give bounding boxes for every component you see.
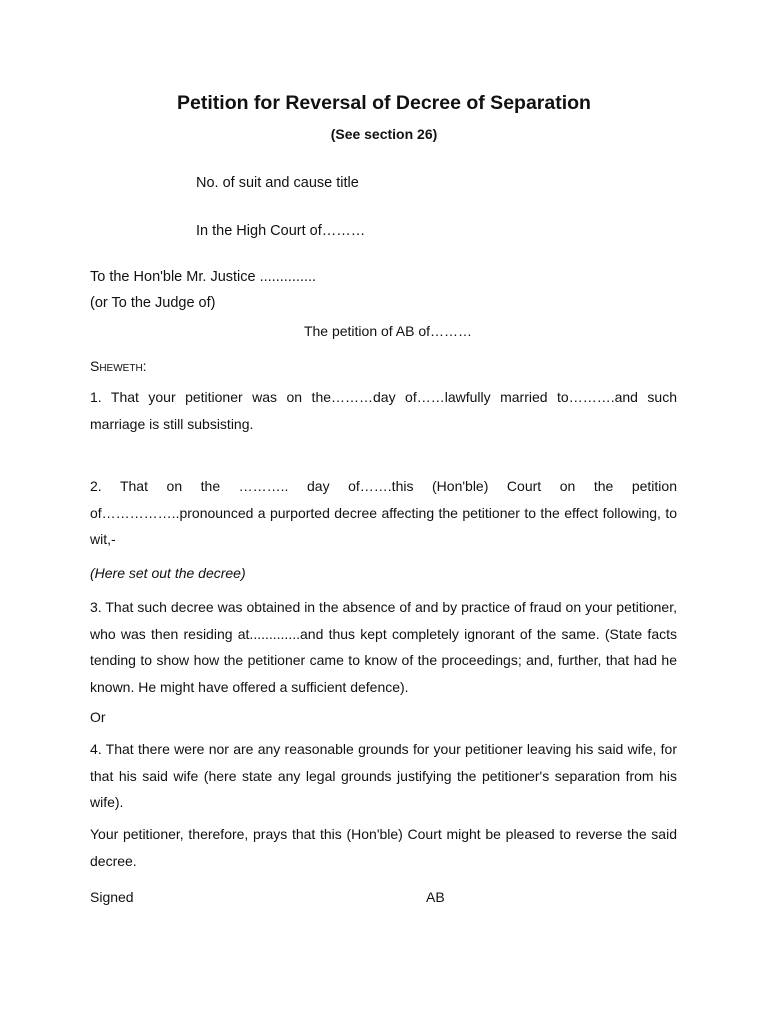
paragraph-1: 1. That your petitioner was on the………day of……lawfully married to……….and such marriage is still subsisting. <box>90 389 677 432</box>
prayer-paragraph: Your petitioner, therefore, prays that this (Hon'ble) Court might be pleased to reverse the said decree. <box>90 826 677 869</box>
document-subtitle: (See section 26) <box>330 126 438 142</box>
decree-note: (Here set out the decree) <box>90 565 246 581</box>
suit-cause-title-line: No. of suit and cause title <box>196 175 359 191</box>
petitioner-line: The petition of AB of……… <box>303 323 473 339</box>
or-separator: Or <box>90 709 106 725</box>
document-title: Petition for Reversal of Decree of Separation <box>177 92 591 114</box>
signatory-name: AB <box>426 889 445 905</box>
addressee-line: To the Hon'ble Mr. Justice .............. <box>90 269 316 285</box>
paragraph-4: 4. That there were nor are any reasonable grounds for your petitioner leaving his said wife, for that his said wife (here state any legal grounds justifying the petitioner's separation from his wife). <box>90 741 677 810</box>
paragraph-2: 2. That on the ……….. day of…….this (Hon'ble) Court on the petition of……………..pronounced a purported decree affecting the petitioner to the effect following, to wit,- <box>90 478 677 547</box>
paragraph-3: 3. That such decree was obtained in the absence of and by practice of fraud on your petitioner, who was then residing at.............and thus kept completely ignorant of the same. (State facts tending to show how the petitioner came to know of the proceedings; and, further, that had he known. He might have offered a sufficient defence). <box>90 599 677 695</box>
alternate-addressee-line: (or To the Judge of) <box>90 295 216 311</box>
signed-label: Signed <box>90 889 134 905</box>
sheweth-heading: Sheweth: <box>90 358 147 374</box>
court-line: In the High Court of……… <box>196 223 366 239</box>
